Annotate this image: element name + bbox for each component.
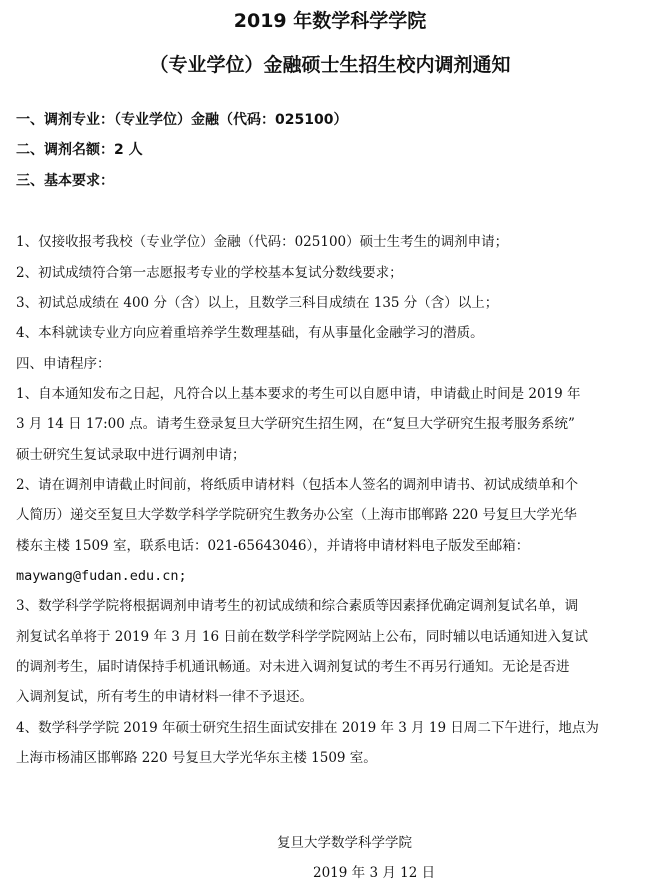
procedure-line: 1、自本通知发布之日起，凡符合以上基本要求的考生可以自愿申请，申请截止时间是 2019 年 [16, 386, 581, 402]
requirement-item: 1、仅接收报考我校（专业学位）金融（代码：025100）硕士生考生的调剂申请； [16, 234, 509, 250]
section-quota: 二、调剂名额：2 人 [16, 142, 143, 158]
requirement-item: 3、初试总成绩在 400 分（含）以上，且数学三科目成绩在 135 分（含）以上； [16, 295, 499, 311]
procedure-line: 的调剂考生，届时请保持手机通讯畅通。对未进入调剂复试的考生不再另行通知。无论是否进 [16, 659, 570, 675]
contact-email: maywang@fudan.edu.cn; [16, 568, 187, 584]
procedure-line: 3、数学科学学院将根据调剂申请考生的初试成绩和综合素质等因素择优确定调剂复试名单，调 [16, 598, 579, 614]
signature-date: 2019 年 3 月 12 日 [313, 865, 436, 881]
procedure-line: 上海市杨浦区邯郸路 220 号复旦大学光华东主楼 1509 室。 [16, 750, 377, 766]
requirement-item: 4、本科就读专业方向应着重培养学生数理基础，有从事量化金融学习的潜质。 [16, 325, 484, 341]
procedure-heading: 四、申请程序： [16, 356, 111, 372]
section-requirements-heading: 三、基本要求： [16, 173, 114, 189]
requirement-item: 2、初试成绩符合第一志愿报考专业的学校基本复试分数线要求； [16, 265, 403, 281]
procedure-line: 硕士研究生复试录取中进行调剂申请； [16, 447, 246, 463]
procedure-line: 楼东主楼 1509 室，联系电话：021-65643046），并请将申请材料电子版发至邮箱： [16, 538, 530, 554]
procedure-line: 4、数学科学学院 2019 年硕士研究生招生面试安排在 2019 年 3 月 19 日周二下午进行，地点为 [16, 720, 599, 736]
procedure-line: 人简历）递交至复旦大学数学科学学院研究生教务办公室（上海市邯郸路 220 号复旦大学光华 [16, 507, 577, 523]
procedure-line: 2、请在调剂申请截止时间前，将纸质申请材料（包括本人签名的调剂申请书、初试成绩单和个 [16, 477, 579, 493]
procedure-line: 入调剂复试，所有考生的申请材料一律不予退还。 [16, 689, 313, 705]
procedure-line: 3 月 14 日 17:00 点。请考生登录复旦大学研究生招生网，在“复旦大学研究生报考服务系统” [16, 416, 575, 432]
signature-org: 复旦大学数学科学学院 [277, 835, 412, 851]
procedure-line: 剂复试名单将于 2019 年 3 月 16 日前在数学科学学院网站上公布，同时辅以电话通知进入复试 [16, 629, 588, 645]
section-major: 一、调剂专业：（专业学位）金融（代码：025100） [16, 112, 348, 128]
title-line-1: 2019 年数学科学学院 [233, 10, 427, 32]
title-line-2: （专业学位）金融硕士生招生校内调剂通知 [149, 54, 511, 76]
